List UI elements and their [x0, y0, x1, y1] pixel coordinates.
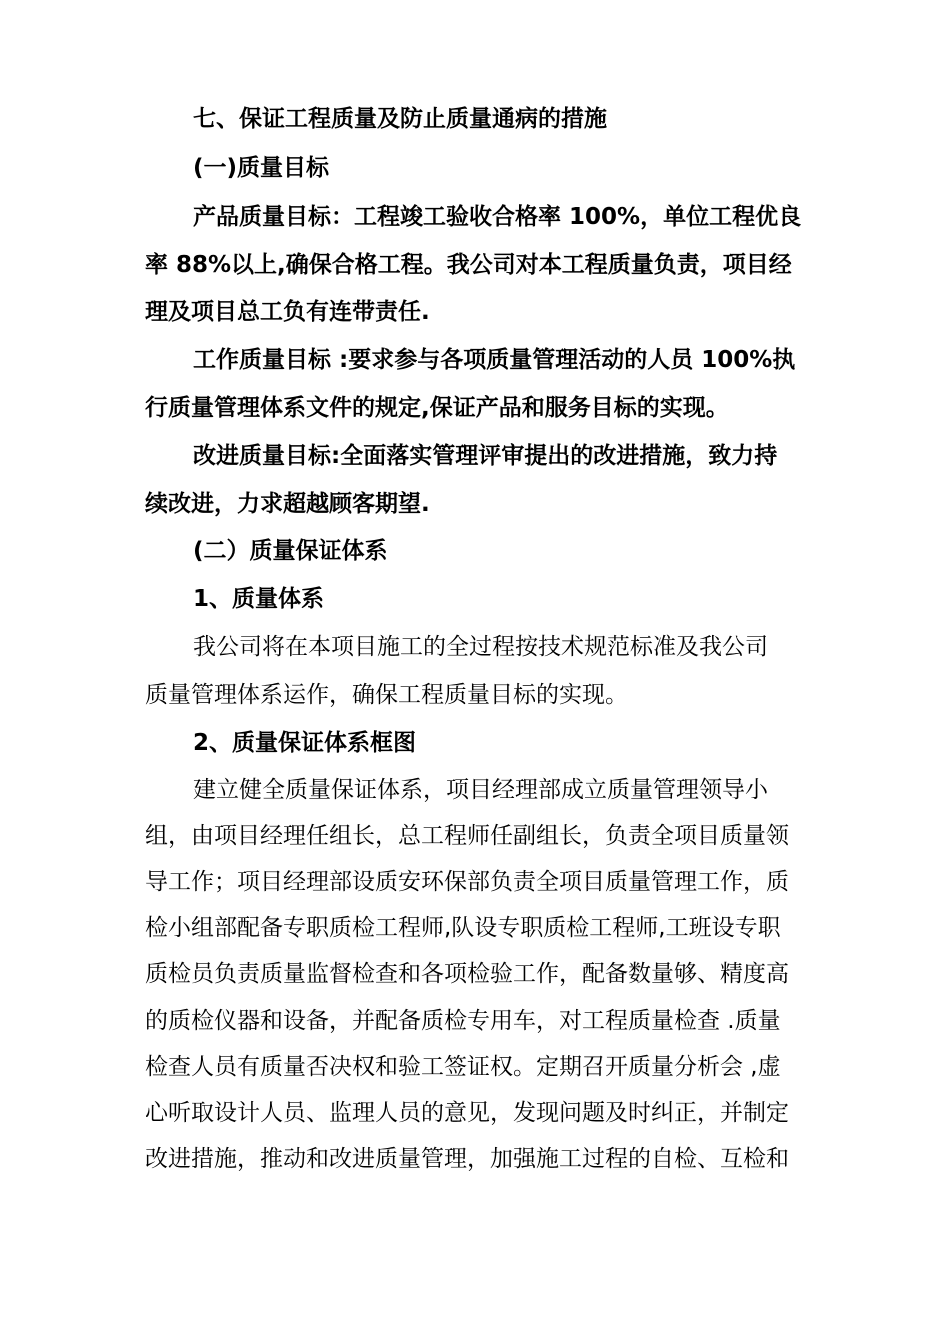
quality-system-line: 我公司将在本项目施工的全过程按技术规范标准及我公司 [193, 634, 768, 660]
improve-goal-line: 改进质量目标:全面落实管理评审提出的改进措施，致力持 [193, 443, 778, 469]
body-line: 质检员负责质量监督检查和各项检验工作，配备数量够、精度高 [145, 961, 789, 987]
improve-goal-line: 续改进，力求超越顾客期望. [145, 491, 430, 517]
quality-assurance-title: (二）质量保证体系 [193, 538, 388, 564]
body-line: 组，由项目经理任组长，总工程师任副组长，负责全项目质量领 [145, 823, 789, 849]
body-line: 建立健全质量保证体系，项目经理部成立质量管理领导小 [193, 777, 768, 803]
quality-goals-title: (一)质量目标 [193, 155, 330, 181]
product-goal-line: 产品质量目标：工程竣工验收合格率 100%，单位工程优良 [193, 204, 802, 230]
section-heading: 七、保证工程质量及防止质量通病的措施 [193, 106, 607, 132]
quality-system-line: 质量管理体系运作，确保工程质量目标的实现。 [145, 682, 628, 708]
body-line: 的质检仪器和设备，并配备质检专用车，对工程质量检查 .质量 [145, 1008, 781, 1034]
body-line: 导工作；项目经理部设质安环保部负责全项目质量管理工作，质 [145, 869, 789, 895]
body-line: 心听取设计人员、监理人员的意见，发现问题及时纠正，并制定 [145, 1100, 789, 1126]
work-goal-line: 工作质量目标 :要求参与各项质量管理活动的人员 100%执 [193, 347, 796, 373]
product-goal-line: 理及项目总工负有连带责任. [145, 299, 430, 325]
body-line: 检查人员有质量否决权和验工签证权。定期召开质量分析会 ,虚 [145, 1054, 781, 1080]
body-line: 改进措施，推动和改进质量管理，加强施工过程的自检、互检和 [145, 1146, 789, 1172]
work-goal-line: 行质量管理体系文件的规定,保证产品和服务目标的实现。 [145, 395, 729, 421]
quality-system-title: 1、质量体系 [193, 586, 325, 612]
body-line: 检小组部配备专职质检工程师,队设专职质检工程师,工班设专职 [145, 915, 781, 941]
product-goal-line: 率 88%以上,确保合格工程。我公司对本工程质量负责，项目经 [145, 252, 792, 278]
framework-title: 2、质量保证体系框图 [193, 730, 417, 756]
